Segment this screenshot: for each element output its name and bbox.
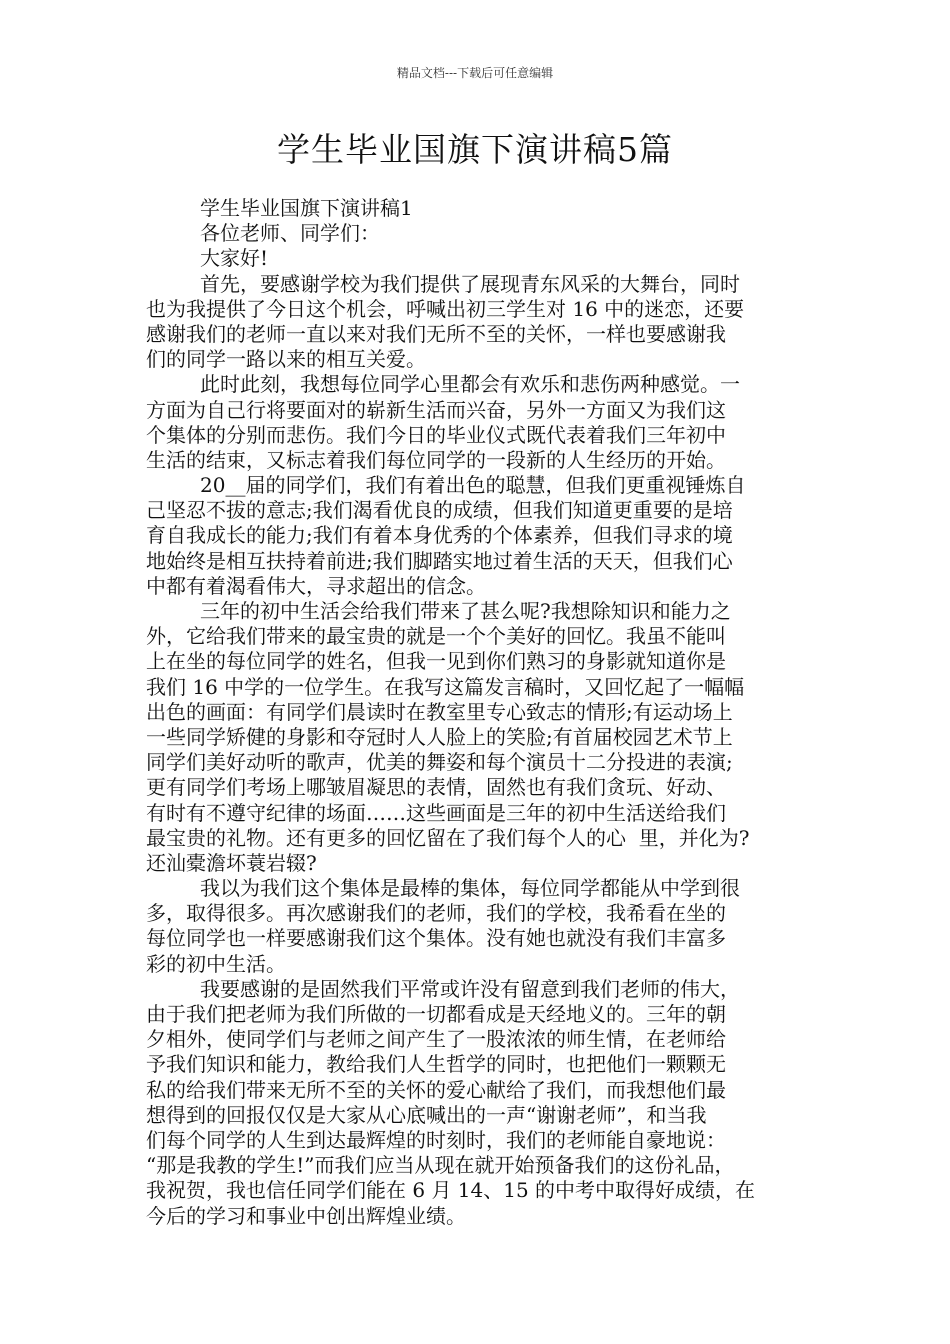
paragraph	[146, 372, 812, 473]
paragraph	[146, 272, 812, 373]
paragraph-line: 最宝贵的礼物。还有更多的回忆留在了我们每个人的心 里，并化为?	[146, 825, 750, 850]
header-note: 精品文档---下载后可任意编辑	[396, 66, 554, 80]
document-title: 学生毕业国旗下演讲稿5篇	[277, 130, 673, 169]
paragraph	[146, 599, 812, 876]
paragraph-line: 更有同学们考场上哪皱眉凝思的表情，固然也有我们贪玩、好动、	[146, 775, 726, 800]
paragraph-line: 方面为自己行将要面对的崭新生活而兴奋，另外一方面又为我们这	[146, 397, 726, 422]
paragraph-line: 个集体的分别而悲伤。我们今日的毕业仪式既代表着我们三年初中	[146, 422, 726, 447]
paragraph-line: 多，取得很多。再次感谢我们的老师，我们的学校，我希看在坐的	[146, 901, 726, 926]
paragraph-line: 育自我成长的能力;我们有着本身优秀的个体素养，但我们寻求的境	[146, 523, 733, 548]
paragraph-line: 上在坐的每位同学的姓名，但我一见到你们熟习的身影就知道你是	[146, 649, 726, 674]
paragraph-line: 有时有不遵守纪律的场面……这些画面是三年的初中生活送给我们	[146, 800, 726, 825]
paragraph-line: 外，它给我们带来的最宝贵的就是一个个美好的回忆。我虽不能叫	[146, 624, 726, 649]
paragraph-line: “那是我教的学生!”而我们应当从现在就开始预备我们的这份礼品，	[146, 1153, 735, 1178]
document-body	[146, 196, 812, 1229]
paragraph-line: 三年的初中生活会给我们带来了甚么呢?我想除知识和能力之	[200, 599, 731, 623]
paragraph-line: 出色的画面：有同学们晨读时在教室里专心致志的情形;有运动场上	[146, 699, 733, 724]
paragraph-line: 首先，要感谢学校为我们提供了展现青东风采的大舞台，同时	[200, 271, 740, 296]
paragraph-line: 同学们美好动听的歌声，优美的舞姿和每个演员十二分投进的表演;	[146, 750, 733, 775]
paragraph-line: 一些同学矫健的身影和夺冠时人人脸上的笑脸;有首届校园艺术节上	[146, 724, 733, 749]
paragraph-line: 想得到的回报仅仅是大家从心底喊出的一声“谢谢老师”，和当我	[146, 1102, 707, 1127]
paragraph-line: 还汕橐澹坏蓑岩辍?	[146, 850, 317, 875]
paragraph-line: 中都有着渴看伟大，寻求超出的信念。	[146, 573, 486, 598]
paragraph-line: 感谢我们的老师一直以来对我们无所不至的关怀，一样也要感谢我	[146, 321, 726, 346]
paragraph-line: 私的给我们带来无所不至的关怀的爱心献给了我们，而我想他们最	[146, 1077, 726, 1102]
paragraph-line: 们每个同学的人生到达最辉煌的时刻时，我们的老师能自豪地说：	[146, 1127, 726, 1152]
paragraph-line: 我要感谢的是固然我们平常或许没有留意到我们老师的伟大，	[200, 976, 740, 1001]
paragraph-line: 予我们知识和能力，教给我们人生哲学的同时，也把他们一颗颗无	[146, 1052, 726, 1077]
paragraph-line: 每位同学也一样要感谢我们这个集体。没有她也就没有我们丰富多	[146, 926, 726, 951]
greeting-line: 大家好!	[200, 246, 269, 271]
paragraph-line: 们的同学一路以来的相互关爱。	[146, 347, 426, 372]
paragraph-line: 由于我们把老师为我们所做的一切都看成是天经地义的。三年的朝	[146, 1002, 726, 1026]
section-subtitle: 学生毕业国旗下演讲稿1	[200, 196, 413, 220]
paragraph-line: 今后的学习和事业中创出辉煌业绩。	[146, 1203, 466, 1228]
paragraph-line: 也为我提供了今日这个机会，呼喊出初三学生对 16 中的迷恋，还要	[146, 296, 745, 321]
paragraph	[146, 977, 812, 1229]
paragraph-line: 夕相外，使同学们与老师之间产生了一股浓浓的师生情，在老师给	[146, 1027, 726, 1052]
paragraph-line: 己坚忍不拔的意志;我们渴看优良的成绩，但我们知道更重要的是培	[146, 498, 733, 523]
paragraph	[146, 473, 812, 599]
paragraph-line: 地始终是相互扶持着前进;我们脚踏实地过着生活的天天，但我们心	[146, 548, 733, 573]
paragraph-line: 此时此刻，我想每位同学心里都会有欢乐和悲伤两种感觉。一	[200, 372, 740, 397]
paragraph-line: 我以为我们这个集体是最棒的集体，每位同学都能从中学到很	[200, 876, 740, 901]
paragraph-list	[146, 272, 812, 1229]
greeting-line: 各位老师、同学们：	[200, 221, 380, 246]
paragraph	[146, 876, 812, 977]
paragraph-line: 我祝贺，我也信任同学们能在 6 月 14、15 的中考中取得好成绩，在	[146, 1178, 756, 1203]
paragraph-line: 生活的结束，又标志着我们每位同学的一段新的人生经历的开始。	[146, 447, 726, 472]
paragraph-line: 20__届的同学们，我们有着出色的聪慧，但我们更重视锤炼自	[200, 473, 746, 498]
paragraph-line: 彩的初中生活。	[146, 951, 286, 976]
paragraph-line: 我们 16 中学的一位学生。在我写这篇发言稿时，又回忆起了一幅幅	[146, 674, 745, 699]
